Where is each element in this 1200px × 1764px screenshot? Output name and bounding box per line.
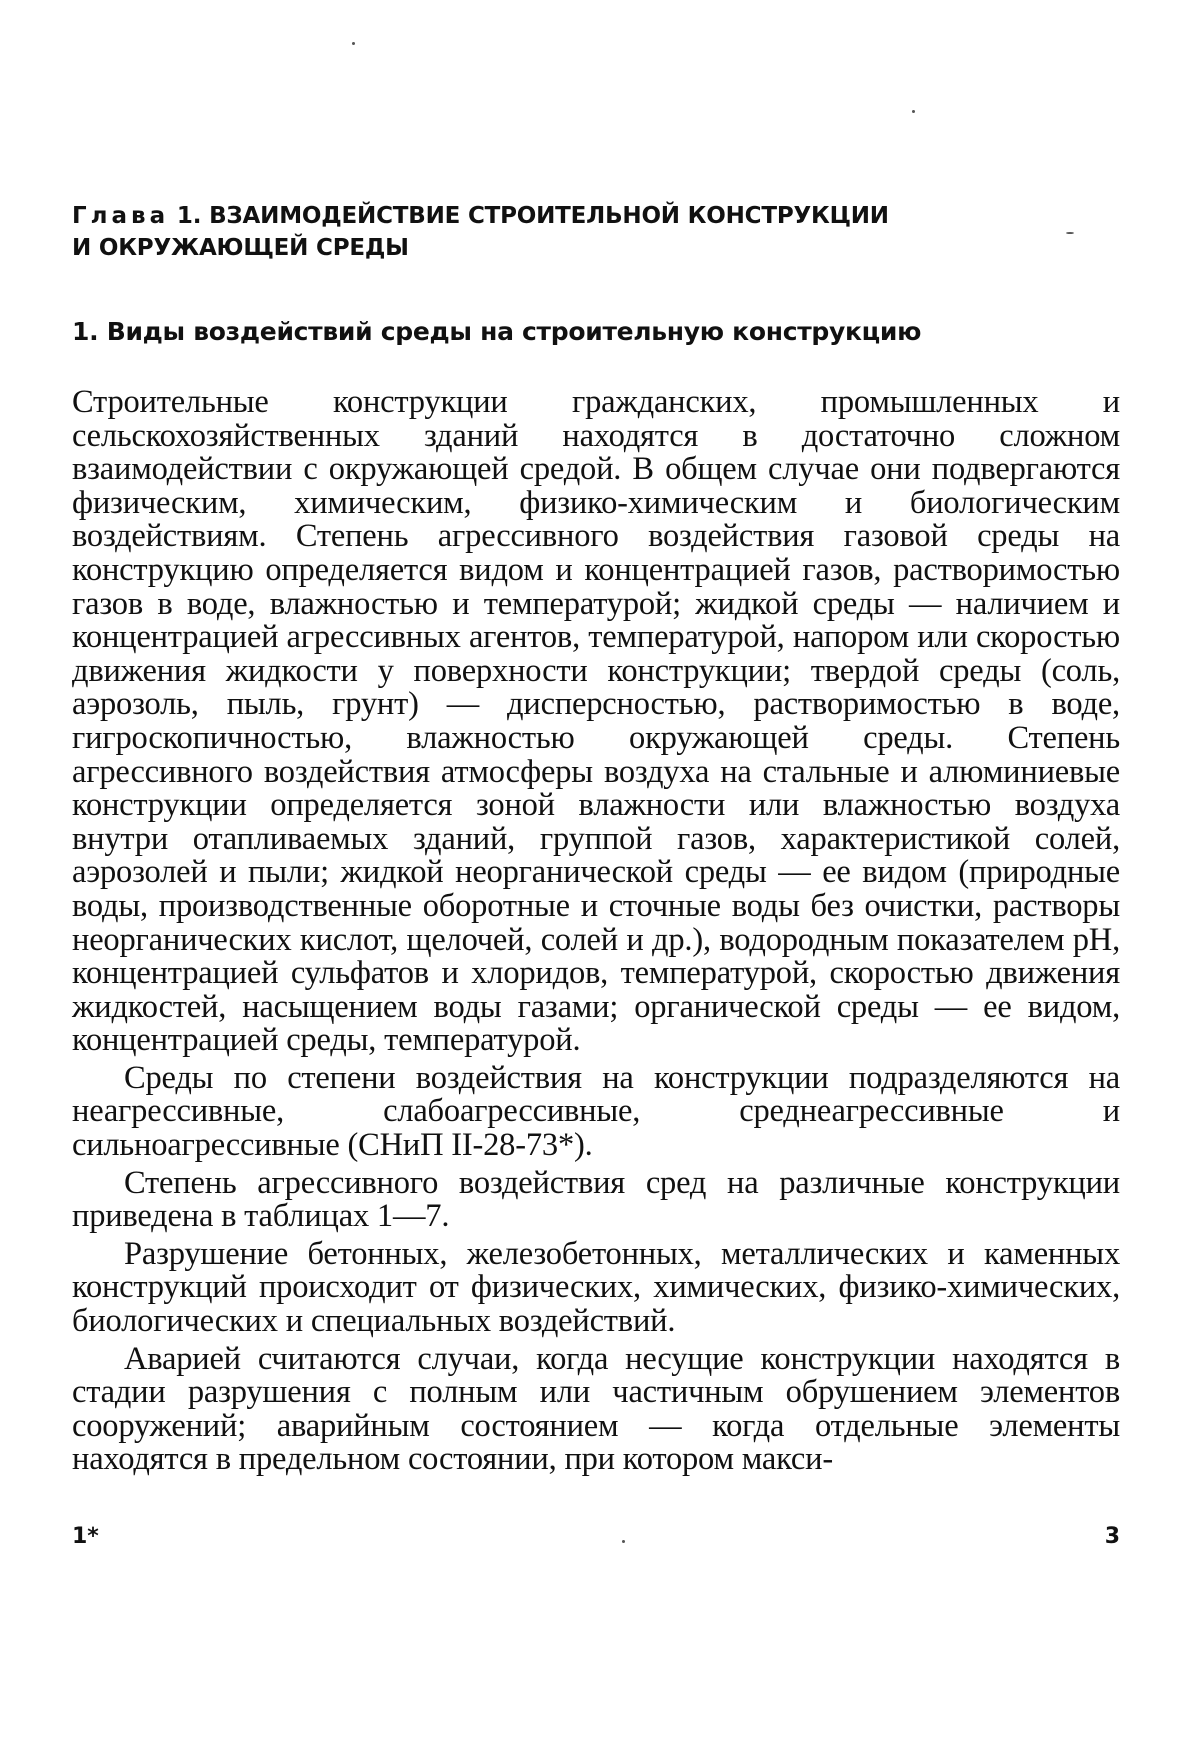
book-page bbox=[72, 200, 1120, 1477]
paragraph-2: Среды по степени воздействия на конструкции подразделяются на неагрессивные, слабоагрессивные, среднеагрессивные и сильноагрессивные (СНиП II-28-73*). bbox=[72, 1059, 1120, 1164]
page-footer bbox=[72, 1524, 1120, 1564]
chapter-title-line2: И ОКРУЖАЮЩЕЙ СРЕДЫ bbox=[72, 235, 409, 261]
chapter-heading bbox=[72, 200, 1120, 264]
paragraph-3: Степень агрессивного воздействия сред на различные конструкции приведена в таблицах 1—7. bbox=[72, 1164, 1120, 1235]
page-number: 3 bbox=[1104, 1524, 1120, 1549]
paragraph-1: Строительные конструкции гражданских, промышленных и сельскохозяйственных зданий находятся в достаточно сложном взаимодействии с окружающей средой. В общем случае они подвергаются физическим, химическим, физико-химическим и биологическим воздействиям. Степень агрессивного воздействия газовой среды на конструкцию определяется видом и концентрацией газов, растворимостью газов в воде, влажностью и температурой; жидкой среды — наличием и концентрацией агрессивных агентов, температурой, напором или скоростью движения жидкости у поверхности конструкции; твердой среды (соль, аэрозоль, пыль, грунт) — дисперсностью, растворимостью в воде, гигроскопичностью, влажностью окружающей среды. Степень агрессивного воздействия атмосферы воздуха на стальные и алюминиевые конструкции определяется зоной влажности или влажностью воздуха внутри отапливаемых зданий, группой газов, характеристикой солей, аэрозолей и пыли; жидкой неорганической среды — ее видом (природные воды, производственные оборотные и сточные воды без очистки, растворы неорганических кислот, щелочей, солей и др.), водородным показателем рН, концентрацией сульфатов и хлоридов, температурой, скоростью движения жидкостей, насыщением воды газами; органической среды — ее видом, концентрацией среды, температурой. bbox=[72, 384, 1120, 1059]
scan-speck bbox=[622, 1540, 625, 1543]
scan-speck bbox=[1066, 232, 1074, 234]
scan-speck bbox=[352, 42, 355, 45]
chapter-title-line1: 1. ВЗАИМОДЕЙСТВИЕ СТРОИТЕЛЬНОЙ КОНСТРУКЦИИ bbox=[176, 203, 889, 229]
scan-speck bbox=[912, 110, 915, 113]
signature-mark: 1* bbox=[72, 1524, 99, 1549]
section-heading: 1. Виды воздействий среды на строительную конструкцию bbox=[72, 317, 922, 346]
paragraph-5: Аварией считаются случаи, когда несущие конструкции находятся в стадии разрушения с полным или частичным обрушением элементов сооружений; аварийным состоянием — когда отдельные элементы находятся в предельном состоянии, при котором макси- bbox=[72, 1340, 1120, 1478]
paragraph-4: Разрушение бетонных, железобетонных, металлических и каменных конструкций происходит от физических, химических, физико-химических, биологических и специальных воздействий. bbox=[72, 1235, 1120, 1340]
chapter-label: Глава bbox=[72, 203, 170, 229]
